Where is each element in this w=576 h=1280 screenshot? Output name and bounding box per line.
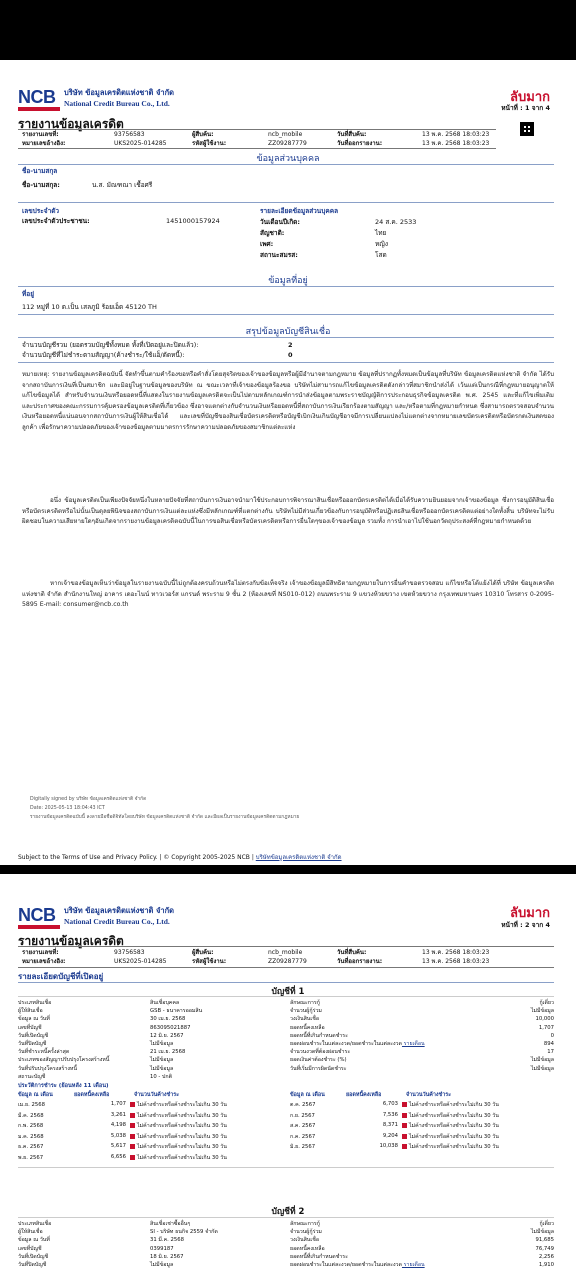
- divider: [18, 967, 554, 968]
- field-value: 0399187: [150, 1245, 174, 1252]
- history-title: ประวัติการชำระ (ย้อนหลัง 11 เดือน): [18, 1083, 109, 1089]
- field-label: วันที่ปรับปรุงโครงสร้างหนี้: [18, 1065, 78, 1072]
- divider: [18, 982, 554, 983]
- report-title: รายงานข้อมูลเครดิต: [18, 934, 124, 948]
- qr-code-icon: [520, 122, 534, 136]
- field-label: ผู้ให้สินเชื่อ: [18, 1229, 43, 1236]
- history-balance: 5,617: [110, 1143, 126, 1149]
- field-value: ไม่มีข้อมูล: [530, 1057, 554, 1064]
- history-status: ไม่ค้างชำระหรือค้างชำระไม่เกิน 30 วัน: [130, 1154, 227, 1162]
- field-value: 0: [550, 1032, 554, 1039]
- divider: [18, 946, 554, 947]
- status-marker-icon: [402, 1123, 407, 1128]
- history-month: ส.ค. 2567: [290, 1123, 316, 1129]
- history-balance: 4,198: [110, 1122, 126, 1128]
- divider: [18, 314, 554, 315]
- field-label: วันที่ปิดบัญชี: [18, 1262, 47, 1268]
- history-column-header: ข้อมูล ณ เดือน: [18, 1092, 53, 1098]
- status-marker-icon: [130, 1102, 135, 1107]
- field-label: จำนวนงวดที่ต้องผ่อนชำระ: [290, 1049, 351, 1056]
- field-label: ยอดผ่อนชำระในแต่ละงวด/ยอดชำระในแต่ละงวด รายเดือน: [290, 1262, 425, 1268]
- field-label: วันที่ปิดบัญชี: [18, 1041, 47, 1047]
- field-value: ไม่มีข้อมูล: [530, 1065, 554, 1072]
- detail-value: ไทย: [375, 229, 387, 237]
- field-label: สถานะบัญชี: [18, 1073, 46, 1080]
- history-column-header: ยอดหนี้คงเหลือ: [346, 1092, 382, 1098]
- history-status: ไม่ค้างชำระหรือค้างชำระไม่เกิน 30 วัน: [402, 1101, 499, 1109]
- footer-link[interactable]: บริษัทข้อมูลเครดิตแห่งชาติ จำกัด: [255, 854, 342, 861]
- divider: [18, 1167, 554, 1168]
- status-marker-icon: [130, 1113, 135, 1118]
- page-number: หน้าที่ : 2 จาก 4: [501, 921, 550, 929]
- id-value: 1451000157924: [166, 217, 220, 225]
- account-1-title: บัญชีที่ 1: [271, 987, 305, 997]
- history-balance: 6,703: [382, 1101, 398, 1107]
- overdue-accounts-label: จำนวนบัญชีที่ไม่ชำระตามสัญญา(ค้างชำระ/ใช้แอ็/ตัดหนี้):: [22, 351, 185, 359]
- field-label: วงเงินสินเชื่อ: [290, 1016, 320, 1023]
- field-value: 30 เม.ย. 2568: [150, 1016, 186, 1023]
- detail-value: 24 ส.ค. 2533: [375, 218, 417, 226]
- field-value: ไม่มีข้อมูล: [530, 1008, 554, 1015]
- name-value: น.ส. มัณฑณา เชื้อศรี: [92, 181, 153, 189]
- field-value: GSB - ธนาคารออมสิน: [150, 1008, 203, 1015]
- history-month: มิ.ย. 2567: [290, 1144, 316, 1150]
- note-paragraph: อนึ่ง ข้อมูลเครดิตเป็นเพียงปัจจัยหนึ่งในหลายปัจจัยที่สถาบันการเงินอาจนำมาใช้ประกอบการพิจารณาสินเชื่อหรือออกบัตรเครดิตได้เมื่อได้รับความยินยอมจากเจ้าของข้อมูล ซึ่งการอนุมัติสินเชื่อหรือบัตรเครดิตหรือไม่นั้นเป็นดุลยพินิจของสถาบันการเงินแต่ละแห่งซึ่งมีหลักเกณฑ์ที่แตกต่างกัน บริษัทไม่มีส่วนเกี่ยวข้องกับการอนุมัติหรือปฏิเสธสินเชื่อหรือออกบัตรเครดิตแต่อย่างใดทั้งสิ้น บริษัทจะไม่รับผิดชอบในความเสียหายใดๆอันเกิดจากรายงานข้อมูลเครดิตฉบับนี้ในการขอสินเชื่อหรือบัตรเครดิตหรือการยื่นใดๆของเจ้าของข้อมูล รวมทั้ง การนำเอาไปใช้นอกวัตถุประสงค์ที่กฎหมายกำหนดด้วย: [22, 497, 554, 525]
- field-value: 21 เม.ย. 2568: [150, 1049, 186, 1056]
- history-month: ธ.ค. 2567: [18, 1144, 44, 1150]
- field-value: 18 มิ.ย. 2567: [150, 1253, 184, 1260]
- field-label: วันที่ชำระหนี้ครั้งล่าสุด: [18, 1049, 70, 1056]
- field-label: ยอดหนี้คงเหลือ: [290, 1024, 325, 1031]
- divider: [18, 164, 554, 165]
- history-month: พ.ย. 2567: [18, 1154, 44, 1161]
- field-label: เลขที่บัญชี: [18, 1245, 42, 1252]
- history-column-header: จำนวนวันค้างชำระ: [134, 1092, 180, 1098]
- section-title-personal: ข้อมูลส่วนบุคคล: [256, 154, 320, 164]
- detail-value: โสด: [375, 251, 387, 259]
- history-status: ไม่ค้างชำระหรือค้างชำระไม่เกิน 30 วัน: [402, 1143, 499, 1151]
- divider: [18, 362, 554, 363]
- id-header: เลขประจำตัว: [22, 207, 60, 215]
- ncb-logo: NCB: [18, 88, 60, 110]
- field-value: ไม่มีข้อมูล: [150, 1057, 174, 1064]
- field-value: 894: [543, 1041, 554, 1047]
- history-balance: 7,536: [382, 1111, 398, 1118]
- name-header: ชื่อ-นามสกุล: [22, 167, 58, 175]
- status-marker-icon: [130, 1144, 135, 1149]
- field-label: ยอดหนี้ที่เกินกำหนดชำระ: [290, 1032, 348, 1039]
- field-value: 10 - ปกติ: [150, 1073, 173, 1080]
- field-label: ผู้ให้สินเชื่อ: [18, 1008, 43, 1015]
- account-2-title: บัญชีที่ 2: [271, 1207, 305, 1217]
- field-label-link[interactable]: รายเดือน: [401, 1262, 425, 1268]
- field-label: ลักษณะการกู้: [290, 1221, 320, 1227]
- status-marker-icon: [130, 1123, 135, 1128]
- field-label: ข้อมูล ณ วันที่: [18, 1016, 50, 1023]
- history-column-header: ยอดหนี้คงเหลือ: [74, 1092, 110, 1098]
- detail-label: สถานะสมรส:: [260, 251, 298, 259]
- history-status: ไม่ค้างชำระหรือค้างชำระไม่เกิน 30 วัน: [402, 1133, 499, 1141]
- field-label: จำนวนผู้กู้ร่วม: [290, 1229, 322, 1236]
- section-title-open-accounts: รายละเอียดบัญชีที่เปิดอยู่: [18, 972, 104, 981]
- id-label: เลขประจำตัวประชาชน:: [22, 217, 90, 225]
- history-month: เม.ย. 2568: [18, 1102, 45, 1108]
- detail-value: หญิง: [375, 240, 388, 248]
- history-balance: 1,707: [110, 1101, 126, 1107]
- field-value: ไม่มีข้อมูล: [150, 1041, 174, 1047]
- history-month: ต.ค. 2567: [290, 1102, 316, 1108]
- field-label-link[interactable]: รายเดือน: [401, 1041, 425, 1047]
- status-marker-icon: [130, 1134, 135, 1139]
- field-label: ประเภทของสัญญาปรับปรุงโครงสร้างหนี้: [18, 1057, 110, 1064]
- detail-label: สัญชาติ:: [260, 229, 285, 237]
- history-status: ไม่ค้างชำระหรือค้างชำระไม่เกิน 30 วัน: [130, 1133, 227, 1141]
- digital-signature: Digitally signed by บริษัท ข้อมูลเครดิตแห่งชาติ จำกัด Date: 2025-05-13 18:04:43 ICT รายงานข้อมูลเครดิตฉบับนี้ ลงลายมือชื่อดิจิทัลโดยบริษัท ข้อมูลเครดิตแห่งชาติ จำกัด และมีผลเป็นรายงานข้อมูลเครดิตตามกฎหมาย: [30, 797, 300, 820]
- history-month: ก.ย. 2567: [290, 1112, 315, 1119]
- history-month: ม.ค. 2568: [18, 1133, 44, 1140]
- field-label: ยอดหนี้ที่เกินกำหนดชำระ: [290, 1253, 348, 1260]
- field-label: เลขที่บัญชี: [18, 1024, 42, 1031]
- total-accounts-label: จำนวนบัญชีรวม (ยอดรวมบัญชีทั้งหมด ทั้งที่เปิดอยู่และปิดแล้ว):: [22, 341, 199, 349]
- footer: Subject to the Terms of Use and Privacy Policy. | © Copyright 2005-2025 NCB | บริษัทข้อมูลเครดิตแห่งชาติ จำกัด: [18, 854, 342, 861]
- total-accounts-value: 2: [288, 341, 293, 349]
- field-value: 10,000: [535, 1016, 554, 1023]
- history-column-header: จำนวนวันค้างชำระ: [406, 1092, 452, 1098]
- history-month: มี.ค. 2568: [18, 1112, 44, 1119]
- company-name: บริษัท ข้อมูลเครดิตแห่งชาติ จำกัด National Credit Bureau Co., Ltd.: [64, 906, 175, 926]
- field-label: วันที่เปิดบัญชี: [18, 1253, 49, 1260]
- confidential-label: ลับมาก: [510, 90, 550, 105]
- section-title-summary: สรุปข้อมูลบัญชีสินเชื่อ: [245, 327, 331, 337]
- history-month: ก.พ. 2568: [18, 1123, 44, 1129]
- field-label: ยอดเงินค่าต้องชำระ (%): [290, 1057, 347, 1064]
- field-value: 12 มิ.ย. 2567: [150, 1032, 184, 1039]
- field-label: ข้อมูล ณ วันที่: [18, 1237, 50, 1244]
- field-value: สินเชื่อบุคคล: [150, 1000, 180, 1006]
- field-label: ประเภทสินเชื่อ: [18, 1000, 52, 1006]
- history-balance: 6,656: [110, 1153, 126, 1160]
- section-title-address: ข้อมูลที่อยู่: [268, 276, 308, 286]
- status-marker-icon: [130, 1155, 135, 1160]
- field-label: ลักษณะการกู้: [290, 1000, 320, 1006]
- field-label: วงเงินสินเชื่อ: [290, 1237, 320, 1244]
- history-status: ไม่ค้างชำระหรือค้างชำระไม่เกิน 30 วัน: [402, 1122, 499, 1130]
- note-paragraph: หมายเหตุ: รายงานข้อมูลเครดิตฉบับนี้ จัดทำขึ้นตามคำร้องขอหรือคำสั่งโดยสุจริตของเจ้าของข้อมูลหรือผู้มีอำนาจตามกฎหมาย ข้อมูลที่ปรากฏทั้งหมดเป็นข้อมูลที่บริษัท ข้อมูลเครดิตแห่งชาติ จำกัด ได้รับจากสถาบันการเงินที่เป็นสมาชิก และมิอยู่ในฐานข้อมูลของบริษัท ณ ขณะเวลาที่เจ้าของข้อมูลร้องขอ บริษัทไม่สามารถแก้ไขข้อมูลเครดิตดังกล่าวที่สมาชิกนำส่งได้ เว้นแต่เป็นกรณีที่กฎหมายอนุญาตให้แก้ไขข้อมูลได้ สำหรับจำนวนเงินหรือยอดหนี้ที่แสดงในรายงานข้อมูลเครดิตจะเป็นไปตามหลักเกณฑ์การนำส่งข้อมูลตามพระราชบัญญัติการประกอบธุรกิจข้อมูลเครดิต พ.ศ. 2545 และที่แก้ไขเพิ่มเติม และประกาศของคณะกรรมการคุ้มครองข้อมูลเครดิตที่เกี่ยวข้อง ซึ่งอาจแตกต่างกับจำนวนเงินหรือยอดหนี้ที่สถาบันการเงินเรียกร้องตามสัญญา และ/หรือตามที่กฎหมายกำหนด ซึ่งสามารถตรวจสอบจำนวนเงินหรือยอดหนี้แน่นอนจากสถาบันการเงินผู้ให้สินเชื่อได้ และเลขที่บัญชีของสินเชื่อบัตรเครดิตหรือบัญชีเบิกเงินเกินบัญชีอาจมีการเปลี่ยนแปลงไม่แตกต่างจากหมายเลขบัตรเครดิตหรือบัตรกดเงินสดของลูกค้า เพื่อรักษาความปลอดภัยของเจ้าของข้อมูลตามมาตรการรักษาความปลอดภัยของสมาชิกแต่ละแห่ง: [22, 371, 554, 431]
- report-title: รายงานข้อมูลเครดิต: [18, 117, 124, 131]
- divider: [18, 202, 554, 203]
- status-bar-area: [0, 0, 576, 60]
- history-month: ก.ค. 2567: [290, 1133, 316, 1140]
- name-label: ชื่อ-นามสกุล:: [22, 181, 60, 189]
- field-value: 863095021887: [150, 1024, 191, 1031]
- divider: [18, 996, 554, 997]
- history-status: ไม่ค้างชำระหรือค้างชำระไม่เกิน 30 วัน: [130, 1122, 227, 1130]
- history-balance: 5,038: [110, 1132, 126, 1139]
- status-marker-icon: [402, 1113, 407, 1118]
- field-label: จำนวนผู้กู้ร่วม: [290, 1008, 322, 1015]
- report-page-2: NCB บริษัท ข้อมูลเครดิตแห่งชาติ จำกัด National Credit Bureau Co., Ltd. ลับมาก หน้าที่ : 2 จาก 4 รายงานข้อมูลเครดิต รายงานเลขที่: 93756583 ผู้สืบค้น: ncb_mobile วันที่สืบค้น: 13 พ.ค. 2568 18:03:23 หมายเลขอ้างอิง: UKS2025-014285 รหัสผู้ใช้งาน: ZZ09287779 วันที่ออกรายงาน: 13 พ.ค. 2568 18:03:23 รายละเอียดบัญชีที่เปิดอยู่ บัญชีที่ 1 ประวัติการชำระ (ย้อนหลัง 11 เดือน) บัญชีที่ 2 ประเภทสินเชื่อ สินเชื่อบุคคล ผู้ให้สินเชื่อ GSB - ธนาคารออมสิน ข้อมูล ณ วันที่ 30 เม.ย. 2568 เลขที่บัญชี 863095021887 วันที่เปิดบัญชี 12 มิ.ย. 2567 วันที่ปิดบัญชี ไม่มีข้อมูล วันที่ชำระหนี้ครั้งล่าสุด 21 เม.ย. 2568 ประเภทของสัญญาปรับปรุงโครงสร้างหนี้ ไม่มีข้อมูล วันที่ปรับปรุงโครงสร้างหนี้ ไม่มีข้อมูล สถานะบัญชี 10 - ปกติ ลักษณะการกู้ กู้เดี่ยว จำนวนผู้กู้ร่วม ไม่มีข้อมูล วงเงินสินเชื่อ 10,000 ยอดหนี้คงเหลือ 1,707 ยอดหนี้ที่เกินกำหนดชำระ 0 ยอดผ่อนชำระในแต่ละงวด/ยอดชำระในแต่ละงวด รายเดือน 894 จำนวนงวดที่ต้องผ่อนชำระ 17 ยอดเงินค่าต้องชำระ (%) ไม่มีข้อมูล วันที่เริ่มมีการผิดนัดชำระ ไม่มีข้อมูล ประเภทสินเชื่อ สินเชื่อเช่าซื้ออื่นๆ ผู้ให้สินเชื่อ SI - บริษัท ธนกิจ 2559 จำกัด ข้อมูล ณ วันที่ 31 มี.ค. 2568 เลขที่บัญชี 0399187 วันที่เปิดบัญชี 18 มิ.ย. 2567 วันที่ปิดบัญชี ไม่มีข้อมูล ลักษณะการกู้ กู้เดี่ยว จำนวนผู้กู้ร่วม ไม่มีข้อมูล วงเงินสินเชื่อ 91,685 ยอดหนี้คงเหลือ 76,749 ยอดหนี้ที่เกินกำหนดชำระ 2,256 ยอดผ่อนชำระในแต่ละงวด/ยอดชำระในแต่ละงวด รายเดือน 1,910 ข้อมูล ณ เดือน ยอดหนี้คงเหลือ จำนวนวันค้างชำระ เม.ย. 2568 1,707 ไม่ค้างชำระหรือค้างชำระไม่เกิน 30 วัน มี.ค. 2568 3,261 ไม่ค้างชำระหรือค้างชำระไม่เกิน 30 วัน ก.พ. 2568 4,198 ไม่ค้างชำระหรือค้างชำระไม่เกิน 30 วัน ม.ค. 2568 5,038 ไม่ค้างชำระหรือค้างชำระไม่เกิน 30 วัน ธ.ค. 2567 5,617 ไม่ค้างชำระหรือค้างชำระไม่เกิน 30 วัน พ.ย. 2567 6,656 ไม่ค้างชำระหรือค้างชำระไม่เกิน 30 วัน ข้อมูล ณ เดือน ยอดหนี้คงเหลือ จำนวนวันค้างชำระ ต.ค. 2567 6,703 ไม่ค้างชำระหรือค้างชำระไม่เกิน 30 วัน ก.ย. 2567 7,536 ไม่ค้างชำระหรือค้างชำระไม่เกิน 30 วัน ส.ค. 2567 8,371 ไม่ค้างชำระหรือค้างชำระไม่เกิน 30 วัน ก.ค. 2567 9,204 ไม่ค้างชำระหรือค้างชำระไม่เกิน 30 วัน มิ.ย. 2567 10,038 ไม่ค้างชำระหรือค้างชำระไม่เกิน 30 วัน: [0, 874, 576, 1280]
- field-value: กู้เดี่ยว: [539, 1000, 554, 1006]
- history-column-header: ข้อมูล ณ เดือน: [290, 1092, 325, 1098]
- report-page-1: NCB บริษัท ข้อมูลเครดิตแห่งชาติ จำกัด National Credit Bureau Co., Ltd. ลับมาก หน้าที่ : 1 จาก 4 รายงานข้อมูลเครดิต รายงานเลขที่: 93756583 ผู้สืบค้น: ncb_mobile วันที่สืบค้น: 13 พ.ค. 2568 18:03:23 หมายเลขอ้างอิง: UKS2025-014285 รหัสผู้ใช้งาน: ZZ09287779 วันที่ออกรายงาน: 13 พ.ค. 2568 18:03:23 ข้อมูลส่วนบุคคล ชื่อ-นามสกุล ชื่อ-นามสกุล: น.ส. มัณฑณา เชื้อศรี เลขประจำตัว รายละเอียดข้อมูลส่วนบุคคล เลขประจำตัวประชาชน: 1451000157924 วันเดือนปีเกิด: 24 ส.ค. 2533 สัญชาติ: ไทย เพศ: หญิง สถานะสมรส: โสด ข้อมูลที่อยู่ ที่อยู่ 112 หมู่ที่ 10 ต.เป็น เสลภูมิ ร้อยเอ็ด 45120 TH สรุปข้อมูลบัญชีสินเชื่อ จำนวนบัญชีรวม (ยอดรวมบัญชีทั้งหมด ทั้งที่เปิดอยู่และปิดแล้ว): 2 จำนวนบัญชีที่ไม่ชำระตามสัญญา(ค้างชำระ/ใช้แอ็/ตัดหนี้): 0 หมายเหตุ: รายงานข้อมูลเครดิตฉบับนี้ จัดทำขึ้นตามคำร้องขอหรือคำสั่งโดยสุจริตของเจ้าของข้อมูลหรือผู้มีอำนาจตามกฎหมาย ข้อมูลที่ปรากฏทั้งหมดเป็นข้อมูลที่บริษัท ข้อมูลเครดิตแห่งชาติ จำกัด ได้รับจากสถาบันการเงินที่เป็นสมาชิก และมิอยู่ในฐานข้อมูลของบริษัท ณ ขณะเวลาที่เจ้าของข้อมูลร้องขอ บริษัทไม่สามารถแก้ไขข้อมูลเครดิตดังกล่าวที่สมาชิกนำส่งได้ เว้นแต่เป็นกรณีที่กฎหมายอนุญาตให้แก้ไขข้อมูลได้ สำหรับจำนวนเงินหรือยอดหนี้ที่แสดงในรายงานข้อมูลเครดิตจะเป็นไปตามหลักเกณฑ์การนำส่งข้อมูลตามพระราชบัญญัติการประกอบธุรกิจข้อมูลเครดิต พ.ศ. 2545 และที่แก้ไขเพิ่มเติม และประกาศของคณะกรรมการคุ้มครองข้อมูลเครดิตที่เกี่ยวข้อง ซึ่งอาจแตกต่างกับจำนวนเงินหรือยอดหนี้ที่สถาบันการเงินเรียกร้องตามสัญญา และ/หรือตามที่กฎหมายกำหนด ซึ่งสามารถตรวจสอบจำนวนเงินหรือยอดหนี้แน่นอนจากสถาบันการเงินผู้ให้สินเชื่อได้ และเลขที่บัญชีของสินเชื่อบัตรเครดิตหรือบัญชีเบิกเงินเกินบัญชีอาจมีการเปลี่ยนแปลงไม่แตกต่างจากหมายเลขบัตรเครดิตหรือบัตรกดเงินสดของลูกค้า เพื่อรักษาความปลอดภัยของเจ้าของข้อมูลตามมาตรการรักษาความปลอดภัยของสมาชิกแต่ละแห่ง อนึ่ง ข้อมูลเครดิตเป็นเพียงปัจจัยหนึ่งในหลายปัจจัยที่สถาบันการเงินอาจนำมาใช้ประกอบการพิจารณาสินเชื่อหรือออกบัตรเครดิตได้เมื่อได้รับความยินยอมจากเจ้าของข้อมูล ซึ่งการอนุมัติสินเชื่อหรือบัตรเครดิตหรือไม่นั้นเป็นดุลยพินิจของสถาบันการเงินแต่ละแห่งซึ่งมีหลักเกณฑ์ที่แตกต่างกัน บริษัทไม่มีส่วนเกี่ยวข้องกับการอนุมัติหรือปฏิเสธสินเชื่อหรือออกบัตรเครดิตแต่อย่างใดทั้งสิ้น บริษัทจะไม่รับผิดชอบในความเสียหายใดๆอันเกิดจากรายงานข้อมูลเครดิตฉบับนี้ในการขอสินเชื่อหรือบัตรเครดิตหรือการยื่นใดๆของเจ้าของข้อมูล รวมทั้ง การนำเอาไปใช้นอกวัตถุประสงค์ที่กฎหมายกำหนดด้วย หากเจ้าของข้อมูลเห็นว่าข้อมูลในรายงานฉบับนี้ไม่ถูกต้องครบถ้วนหรือไม่ตรงกับข้อเท็จจริง เจ้าของข้อมูลมีสิทธิตามกฎหมายในการยื่นคำขอตรวจสอบ แก้ไขหรือโต้แย้งได้ที่ บริษัท ข้อมูลเครดิตแห่งชาติ จำกัด สำนักงานใหญ่ อาคาร เดอะไนน์ ทาวเวอร์ส แกรนด์ พระราม 9 ชั้น 2 (ห้องเลขที่ NS010-012) ถนนพระราม 9 แขวงห้วยขวาง เขตห้วยขวาง กรุงเทพมหานคร 10310 โทรสาร 0-2095-5895 E-mail: consumer@ncb.co.th Digitally signed by บริษัท ข้อมูลเครดิตแห่งชาติ จำกัด Date: 2025-05-13 18:04:43 ICT รายงานข้อมูลเครดิตฉบับนี้ ลงลายมือชื่อดิจิทัลโดยบริษัท ข้อมูลเครดิตแห่งชาติ จำกัด และมีผลเป็นรายงานข้อมูลเครดิตตามกฎหมาย Subject to the Terms of Use and Privacy Policy. | © Copyright 2005-2025 NCB | บริษัทข้อมูลเครดิตแห่งชาติ จำกัด: [0, 60, 576, 865]
- status-marker-icon: [402, 1144, 407, 1149]
- history-balance: 3,261: [110, 1111, 126, 1118]
- address-value: 112 หมู่ที่ 10 ต.เป็น เสลภูมิ ร้อยเอ็ด 45120 TH: [22, 303, 157, 311]
- divider: [18, 286, 554, 287]
- company-name: บริษัท ข้อมูลเครดิตแห่งชาติ จำกัด National Credit Bureau Co., Ltd.: [64, 88, 175, 108]
- field-value: 1,910: [538, 1262, 554, 1268]
- history-balance: 9,204: [382, 1132, 398, 1139]
- field-value: SI - บริษัท ธนกิจ 2559 จำกัด: [150, 1229, 218, 1236]
- page-number: หน้าที่ : 1 จาก 4: [501, 104, 550, 112]
- field-value: 17: [547, 1049, 554, 1056]
- field-value: 1,707: [538, 1024, 554, 1031]
- field-label: ประเภทสินเชื่อ: [18, 1221, 52, 1227]
- note-paragraph: หากเจ้าของข้อมูลเห็นว่าข้อมูลในรายงานฉบับนี้ไม่ถูกต้องครบถ้วนหรือไม่ตรงกับข้อเท็จจริง เจ้าของข้อมูลมีสิทธิตามกฎหมายในการยื่นคำขอตรวจสอบ แก้ไขหรือโต้แย้งได้ที่ บริษัท ข้อมูลเครดิตแห่งชาติ จำกัด สำนักงานใหญ่ อาคาร เดอะไนน์ ทาวเวอร์ส แกรนด์ พระราม 9 ชั้น 2 (ห้องเลขที่ NS010-012) ถนนพระราม 9 แขวงห้วยขวาง เขตห้วยขวาง กรุงเทพมหานคร 10310 โทรสาร 0-2095-5895 E-mail: consumer@ncb.co.th: [22, 580, 554, 608]
- field-value: ไม่มีข้อมูล: [150, 1065, 174, 1072]
- address-header: ที่อยู่: [22, 290, 34, 298]
- field-label: วันที่เปิดบัญชี: [18, 1032, 49, 1039]
- history-balance: 8,371: [382, 1122, 398, 1128]
- field-label: ยอดผ่อนชำระในแต่ละงวด/ยอดชำระในแต่ละงวด รายเดือน: [290, 1041, 425, 1047]
- field-label: วันที่เริ่มมีการผิดนัดชำระ: [290, 1065, 347, 1072]
- field-label: ยอดหนี้คงเหลือ: [290, 1245, 325, 1252]
- history-status: ไม่ค้างชำระหรือค้างชำระไม่เกิน 30 วัน: [402, 1112, 499, 1120]
- detail-label: วันเดือนปีเกิด:: [260, 218, 300, 226]
- overdue-accounts-value: 0: [288, 351, 293, 359]
- history-status: ไม่ค้างชำระหรือค้างชำระไม่เกิน 30 วัน: [130, 1101, 227, 1109]
- field-value: กู้เดี่ยว: [539, 1221, 554, 1227]
- divider: [18, 337, 554, 338]
- status-marker-icon: [402, 1102, 407, 1107]
- history-status: ไม่ค้างชำระหรือค้างชำระไม่เกิน 30 วัน: [130, 1112, 227, 1120]
- history-balance: 10,038: [379, 1143, 398, 1149]
- detail-label: เพศ:: [260, 240, 274, 248]
- field-value: 91,685: [535, 1237, 554, 1244]
- field-value: สินเชื่อเช่าซื้ออื่นๆ: [150, 1221, 191, 1227]
- field-value: 31 มี.ค. 2568: [150, 1237, 184, 1244]
- field-value: 2,256: [538, 1253, 554, 1260]
- field-value: 76,749: [535, 1245, 554, 1252]
- divider: [18, 148, 496, 149]
- confidential-label: ลับมาก: [510, 906, 550, 921]
- field-value: ไม่มีข้อมูล: [150, 1262, 174, 1268]
- divider: [18, 1217, 554, 1218]
- field-value: ไม่มีข้อมูล: [530, 1229, 554, 1236]
- status-marker-icon: [402, 1134, 407, 1139]
- ncb-logo: NCB: [18, 906, 60, 928]
- history-status: ไม่ค้างชำระหรือค้างชำระไม่เกิน 30 วัน: [130, 1143, 227, 1151]
- detail-header: รายละเอียดข้อมูลส่วนบุคคล: [260, 207, 339, 215]
